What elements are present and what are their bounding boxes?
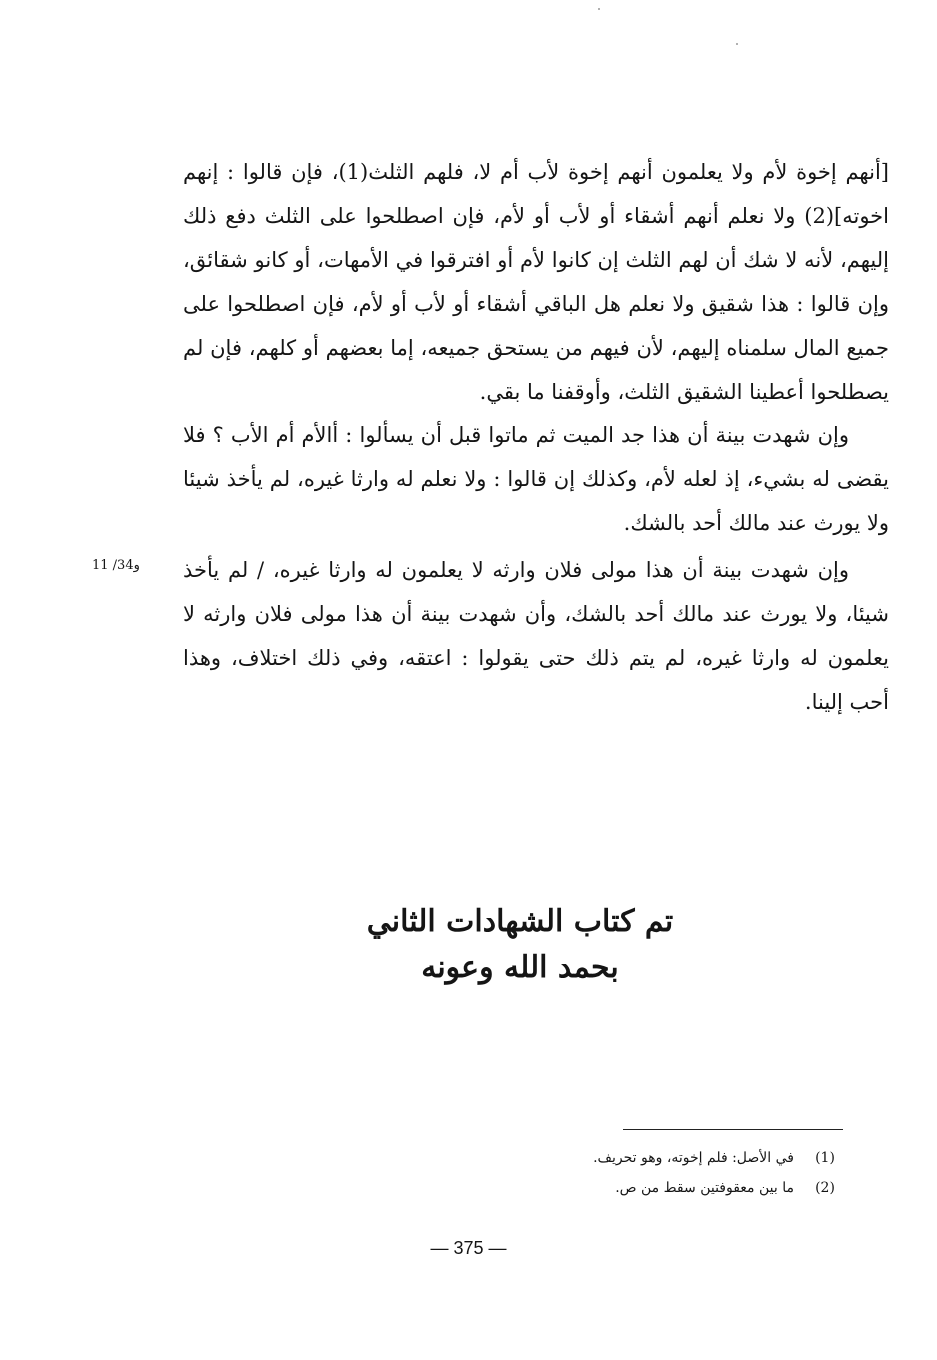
- footnote-number: (1): [815, 1150, 835, 1166]
- scan-speck: [736, 43, 738, 45]
- footnote-number: (2): [815, 1180, 835, 1196]
- body-paragraph-2: وإن شهدت بينة أن هذا جد الميت ثم ماتوا قبل أن يسألوا : أالأم أم الأب ؟ فلا يقضى له بشيء، إذ لعله لأم، وكذلك إن قالوا : ولا نعلم له وارثا غيره، لم يأخذ شيئا ولا يورث عند مالك أحد بالشك.: [183, 423, 889, 535]
- scan-speck: [598, 8, 600, 10]
- colophon-title: تم كتاب الشهادات الثاني: [366, 904, 674, 939]
- body-paragraph-1: [أنهم إخوة لأم ولا يعلمون أنهم إخوة لأب أم لا، فلهم الثلث(1)، فإن قالوا : إنهم اخوته](2) ولا نعلم أنهم أشقاء أو لأب أو لأم، فإن اصطلحوا على الثلث دفع ذلك إليهم، لأنه لا شك أن لهم الثلث إن كانوا لأم أو افترقوا في الأمهات، أو كانو شقائق، وإن قالوا : هذا شقيق ولا نعلم هل الباقي أشقاء أو لأب أو لأم، فإن اصطلحوا على جميع المال سلمناه إليهم، لأن فيهم من يستحق جميعه، إما بعضهم أو كلهم، فإن لم يصطلحوا أعطينا الشقيق الثلث، وأوقفنا ما بقي.: [183, 160, 889, 404]
- footnote-separator: [623, 1129, 843, 1130]
- footnote-text: ما بين معقوفتين سقط من ص.: [615, 1180, 794, 1196]
- footnote-1: [400, 1148, 840, 1168]
- page-number: — 375 —: [430, 1238, 507, 1258]
- footnote-2: [400, 1178, 840, 1198]
- footnote-text: في الأصل: فلم إخوته، وهو تحريف.: [593, 1150, 794, 1166]
- folio-margin-note: 11 /34و: [92, 558, 140, 573]
- body-paragraph-3: وإن شهدت بينة أن هذا مولى فلان وارثه لا يعلمون له وارثا غيره، / لم يأخذ شيئا، ولا يورث عند مالك أحد بالشك، وأن شهدت بينة أن هذا مولى فلان وارثه لا يعلمون له وارثا غيره، لم يتم ذلك حتى يقولوا : اعتقه، وفي ذلك اختلاف، وهذا أحب إلينا.: [183, 558, 889, 714]
- colophon-subtitle: بحمد الله وعونه: [421, 950, 619, 985]
